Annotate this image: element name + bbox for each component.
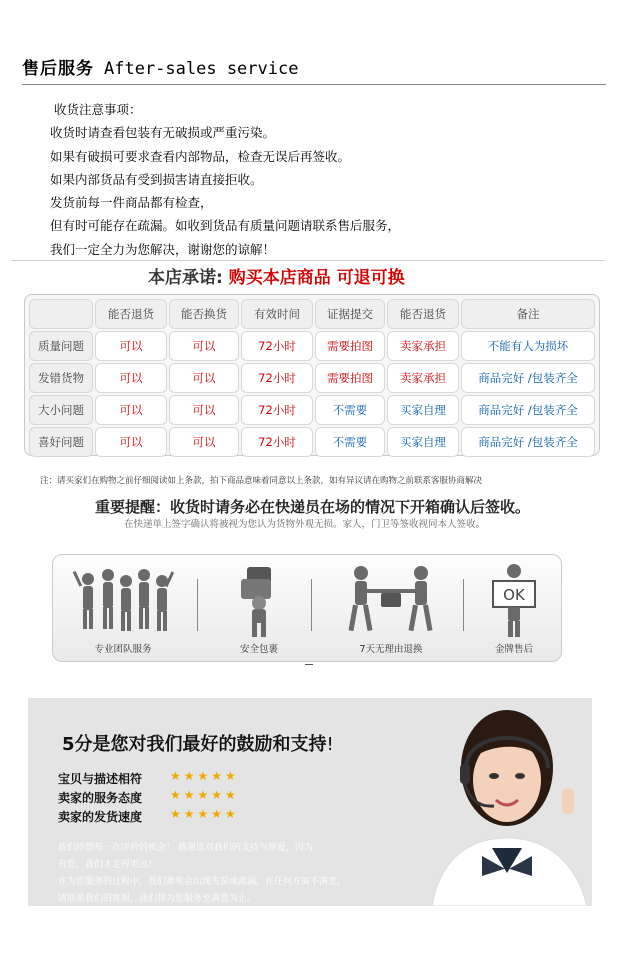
customer-service-agent-photo [422,698,592,906]
notes-line: 如果内部货品有受到损害请直接拒收。 [50,171,263,187]
table-row-label: 质量问题 [29,331,93,361]
table-cell: 可以 [95,331,167,361]
banner-message [58,840,418,906]
service-item [63,555,183,661]
header-title-en: After-sales service [104,59,299,79]
table-row-label: 发错货物 [29,363,93,393]
service-label: 安全包裹 [239,644,278,655]
banner-message-line: 在为您服务的过程中，我们难免会出现失误或疏漏，在任何方面不满意， [58,877,347,887]
package-icon [219,561,299,641]
table-row-label: 大小问题 [29,395,93,425]
receiving-notes [50,98,590,261]
policy-footnote: 注：请买家们在购物之前仔细阅读如上条款，拍下商品意味着同意以上条款，如有异议请在购物之前联系客服协商解决 [40,476,483,486]
notes-line: 我们一定全力为您解决，谢谢您的谅解！ [50,241,276,257]
table-cell: 商品完好 /包装齐全 [461,363,595,393]
table-cell: 买家自理 [387,427,459,457]
team-icon [68,561,178,641]
rating-banner [28,698,592,906]
notes-line: 收货时请查看包装有无破损或严重污染。 [50,125,276,141]
service-divider [463,579,464,631]
service-features [52,554,562,662]
rating-label: 卖家的服务态度 [58,791,143,805]
banner-title [62,730,334,756]
return-policy-table [24,294,600,456]
ok-sign-icon [479,561,549,641]
promise-label: 本店承诺: [148,268,223,288]
table-cell: 72小时 [241,427,313,457]
table-cell: 不需要 [315,427,385,457]
table-cell: 需要拍图 [315,331,385,361]
service-label: 金牌售后 [494,644,533,655]
table-cell: 可以 [95,427,167,457]
notes-heading: 收货注意事项： [54,102,142,117]
table-cell: 卖家承担 [387,331,459,361]
table-row-label: 喜好问题 [29,427,93,457]
table-cell: 不能有人为损坏 [461,331,595,361]
table-cell: 72小时 [241,363,313,393]
table-cell: 可以 [95,363,167,393]
table-header: 能否退货 [95,299,167,329]
rating-label: 宝贝与描述相符 [58,772,143,786]
table-header: 证据提交 [315,299,385,329]
header-title-cn: 售后服务 [22,59,94,79]
banner-title-text: 5分是您对我们最好的鼓励和支持 [62,734,327,755]
banner-message-line: 请联系我们的客服，我们将为您服务至满意为止。 [58,894,257,904]
star-rating: ★★★★★ [170,788,239,802]
notes-line: 如果有破损可要求查看内部物品，检查无误后再签收。 [50,148,351,164]
service-divider [197,579,198,631]
table-cell: 72小时 [241,331,313,361]
svg-text:OK: OK [503,586,525,604]
important-reminder: 重要提醒：收货时请务必在快递员在场的情况下开箱确认后签收。 [95,498,531,516]
divider-dash [305,664,313,665]
service-item [471,555,557,661]
service-label: 专业团队服务 [94,644,152,655]
table-cell: 72小时 [241,395,313,425]
service-divider [311,579,312,631]
exchange-icon [331,561,451,641]
table-header: 能否退货 [387,299,459,329]
reminder-subtitle: 在快递单上签字确认将被视为您认为货物外观无损。家人，门卫等签收视同本人签收。 [124,519,486,530]
banner-message-line: 有您，我们才走得更远！ [58,860,158,870]
table-cell: 可以 [169,363,239,393]
star-rating: ★★★★★ [170,769,239,783]
table-header-blank [29,299,93,329]
rating-label: 卖家的发货速度 [58,810,143,824]
table-cell: 可以 [169,331,239,361]
table-header: 能否换货 [169,299,239,329]
store-promise [148,263,405,288]
table-cell: 商品完好 /包装齐全 [461,427,595,457]
table-cell: 可以 [169,395,239,425]
promise-text: 购买本店商品 可退可换 [228,268,405,288]
table-header: 有效时间 [241,299,313,329]
service-item [209,555,309,661]
table-header: 备注 [461,299,595,329]
table-cell: 商品完好 /包装齐全 [461,395,595,425]
notes-line: 但有时可能存在疏漏。如收到货品有质量问题请联系售后服务， [50,218,401,234]
notes-line: 发货前每一件商品都有检查， [50,195,213,211]
banner-title-mark: ! [326,734,334,755]
table-cell: 需要拍图 [315,363,385,393]
service-item [321,555,461,661]
banner-message-line: 我们珍惜每一次评价的机会！ 感谢您对我们的支持与厚爱，因为 [58,843,313,853]
star-rating: ★★★★★ [170,807,239,821]
section-header [22,54,606,85]
table-cell: 卖家承担 [387,363,459,393]
table-cell: 可以 [95,395,167,425]
table-cell: 不需要 [315,395,385,425]
table-cell: 可以 [169,427,239,457]
table-cell: 买家自理 [387,395,459,425]
service-label: 7天无理由退换 [359,644,423,655]
